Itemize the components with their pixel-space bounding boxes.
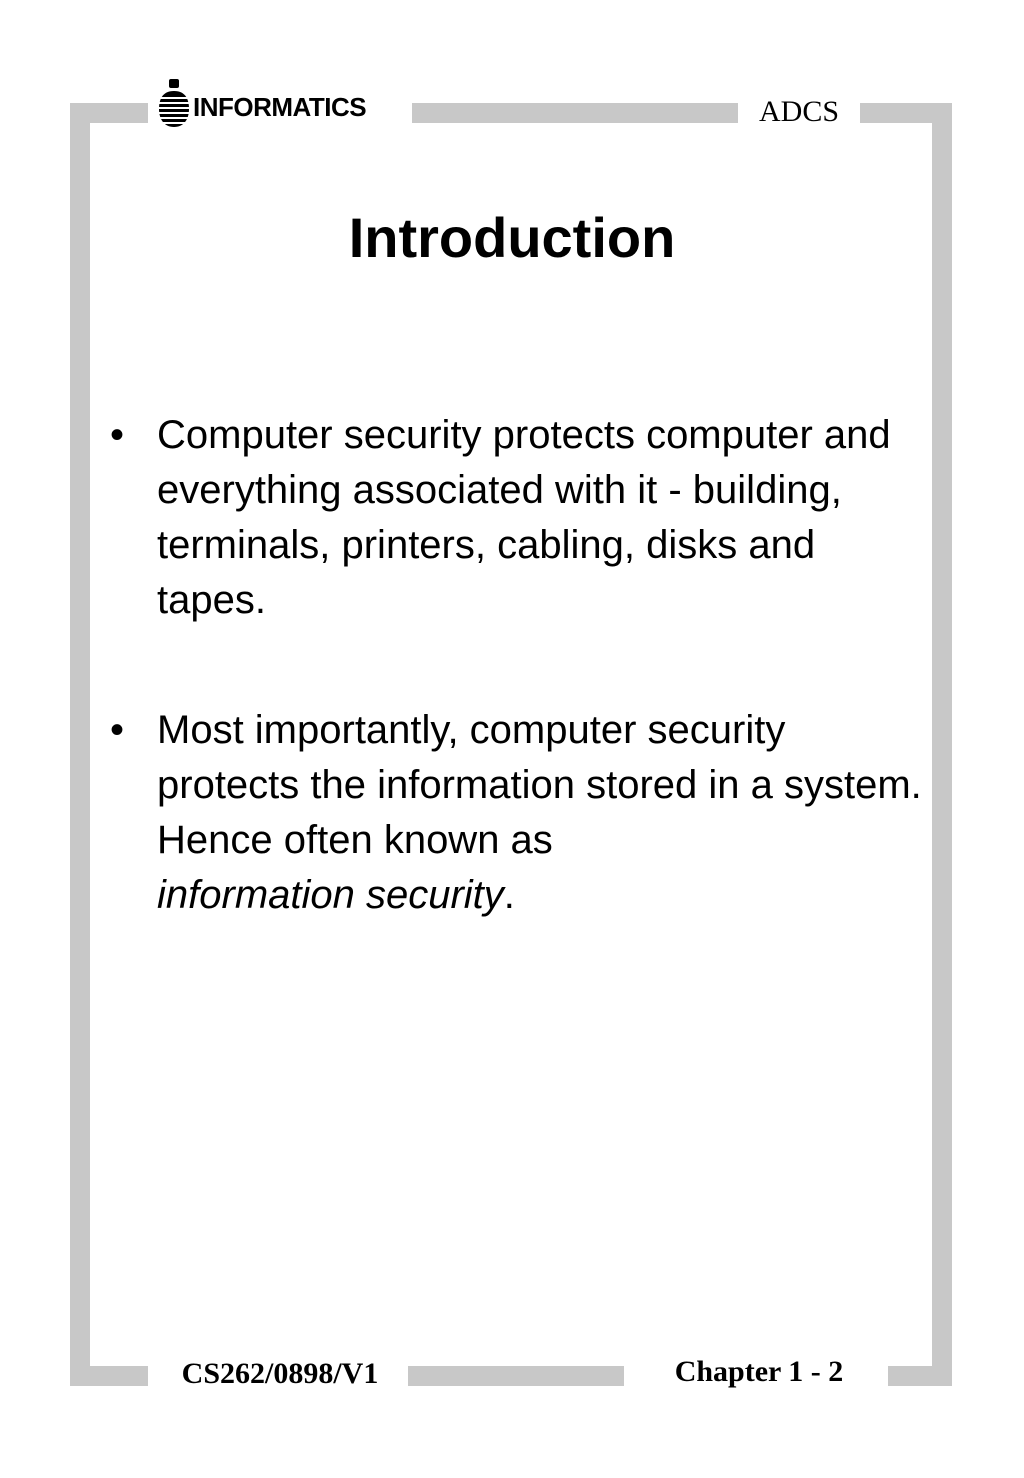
bullet-text: Most importantly, computer security protects the information stored in a system. Hence often known as: [157, 708, 922, 862]
header-course-code: ADCS: [758, 95, 840, 128]
bullet-text: Computer security protects computer and everything associated with it - building, terminals, printers, cabling, disks and tapes.: [157, 413, 891, 622]
frame-left-bar: [70, 103, 90, 1386]
footer-page-label: Chapter 1 - 2: [674, 1355, 844, 1388]
bullet-dot-icon: •: [110, 708, 125, 752]
bullet-emphasis: information security: [157, 873, 504, 917]
frame-right-bar: [932, 103, 952, 1386]
slide-title: Introduction: [348, 206, 676, 269]
frame-top-mid-bar: [412, 103, 738, 123]
bullet-item: [110, 408, 930, 628]
informatics-logo: [158, 78, 366, 128]
bullet-list: [110, 408, 930, 923]
informatics-i-logo-icon: [158, 78, 190, 128]
frame-bottom-mid-bar: [408, 1366, 624, 1386]
frame-bottom-left-bar: [70, 1366, 148, 1386]
bullet-end-punctuation: .: [503, 873, 515, 917]
footer-document-id: CS262/0898/V1: [181, 1357, 379, 1390]
bullet-dot-icon: •: [110, 413, 125, 457]
frame-bottom-right-bar: [888, 1366, 952, 1386]
bullet-item: [110, 703, 930, 923]
logo-wordmark: INFORMATICS: [193, 91, 367, 122]
